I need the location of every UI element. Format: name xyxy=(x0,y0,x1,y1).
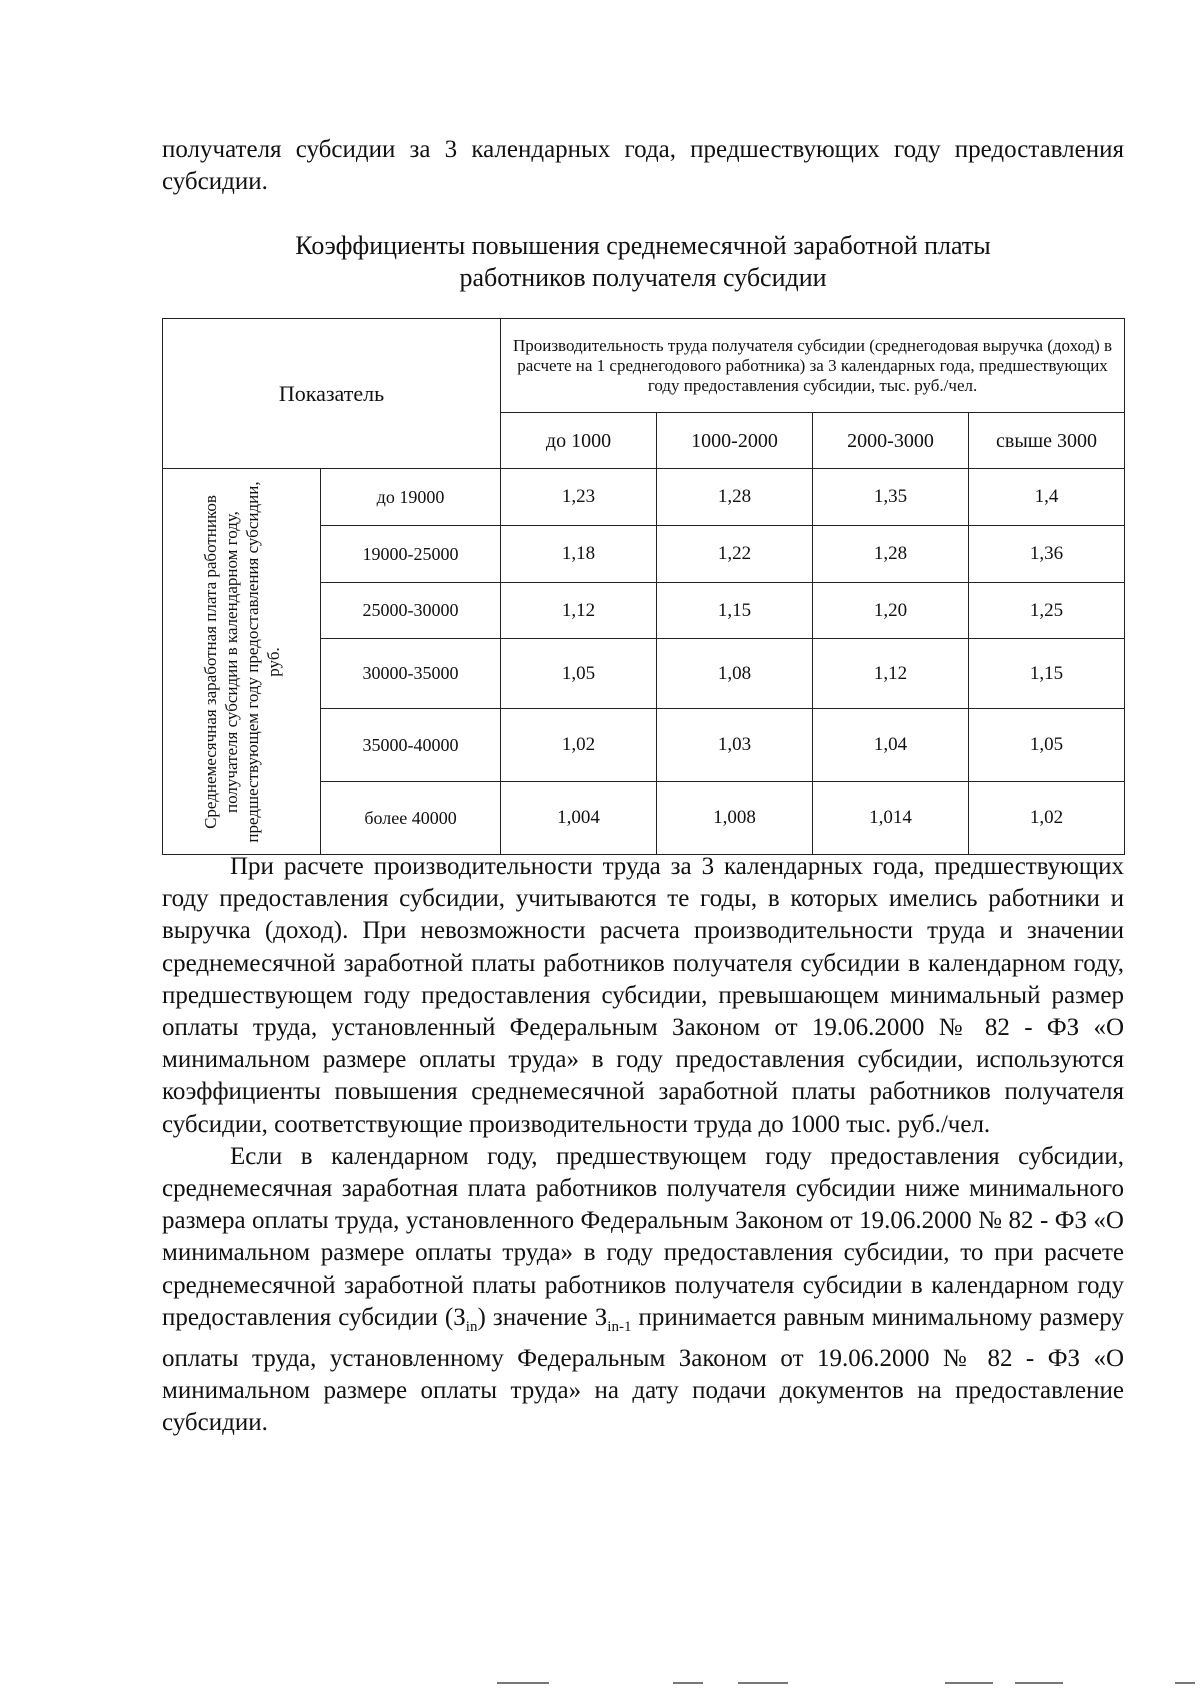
column-header-1: до 1000 xyxy=(501,413,657,469)
table-heading-line-2: работников получателя субсидии xyxy=(459,263,827,292)
value-cell: 1,05 xyxy=(969,709,1125,782)
scan-edge-marks xyxy=(0,1682,1200,1686)
value-cell: 1,18 xyxy=(501,526,657,583)
value-cell: 1,20 xyxy=(813,583,969,639)
value-cell: 1,36 xyxy=(969,526,1125,583)
value-cell: 1,28 xyxy=(657,469,813,526)
paragraph-productivity: При расчете производительности труда за 3 календарных года, предшествующих году предоставления субсидии, учитываются те годы, в которых имелись работники и выручка (доход). При невозможности расчета производительности труда и значении среднемесячной заработной платы работников получателя субсидии в календарном году, предшествующем году предоставления субсидии, превышающем минимальный размер оплаты труда, установленный Федеральным Законом от 19.06.2000 № 82 - ФЗ «О минимальном размере оплаты труда» в году предоставления субсидии, используются коэффициенты повышения среднемесячной заработной платы работников получателя субсидии, соответствующие производительности труда до 1000 тыс. руб./чел. xyxy=(162,853,1124,1138)
row-range: до 19000 xyxy=(321,469,501,526)
value-cell: 1,15 xyxy=(657,583,813,639)
body-text xyxy=(162,851,1124,1440)
row-range: 19000-25000 xyxy=(321,526,501,583)
value-cell: 1,15 xyxy=(969,639,1125,709)
value-cell: 1,12 xyxy=(501,583,657,639)
table-row xyxy=(163,469,1125,526)
value-cell: 1,02 xyxy=(501,709,657,782)
row-range: 30000-35000 xyxy=(321,639,501,709)
row-group-label: Среднемесячная заработная плата работников получателя субсидии в календарном году, предшествующем году предоставления субсидии, руб. xyxy=(200,480,283,843)
value-cell: 1,22 xyxy=(657,526,813,583)
paragraph-2-part-2: ) значение З xyxy=(477,1303,608,1331)
value-cell: 1,35 xyxy=(813,469,969,526)
value-cell: 1,25 xyxy=(969,583,1125,639)
row-range: 25000-30000 xyxy=(321,583,501,639)
value-cell: 1,28 xyxy=(813,526,969,583)
value-cell: 1,02 xyxy=(969,782,1125,855)
value-cell: 1,4 xyxy=(969,469,1125,526)
value-cell: 1,03 xyxy=(657,709,813,782)
column-header-2: 1000-2000 xyxy=(657,413,813,469)
row-range: 35000-40000 xyxy=(321,709,501,782)
value-cell: 1,08 xyxy=(657,639,813,709)
value-cell: 1,12 xyxy=(813,639,969,709)
row-group-label-cell xyxy=(163,469,321,855)
value-cell: 1,23 xyxy=(501,469,657,526)
column-header-3: 2000-3000 xyxy=(813,413,969,469)
table-heading-line-1: Коэффициенты повышения среднемесячной заработной платы xyxy=(295,231,991,260)
value-cell: 1,004 xyxy=(501,782,657,855)
paragraph-minimum-wage xyxy=(162,1141,1124,1440)
value-cell: 1,014 xyxy=(813,782,969,855)
column-header-4: свыше 3000 xyxy=(969,413,1125,469)
table-heading xyxy=(162,230,1124,294)
indicator-header: Показатель xyxy=(163,319,501,469)
row-range: более 40000 xyxy=(321,782,501,855)
subscript-in-1: in-1 xyxy=(607,1318,632,1335)
value-cell: 1,008 xyxy=(657,782,813,855)
coefficients-table xyxy=(162,318,1125,855)
productivity-header: Производительность труда получателя субсидии (среднегодовая выручка (доход) в расчете на 1 среднегодового работника) за 3 календарных года, предшествующих году предоставления субсидии, тыс. руб./чел. xyxy=(501,319,1125,413)
value-cell: 1,04 xyxy=(813,709,969,782)
paragraph-2-part-1: Если в календарном году, предшествующем году предоставления субсидии, среднемесячная заработная плата работников получателя субсидии ниже минимального размера оплаты труда, установленного Федеральным Законом от 19.06.2000 № 82 - ФЗ «О минимальном размере оплаты труда» в году предоставления субсидии, то при расчете среднемесячной заработной платы работников получателя субсидии в календарном году предоставления субсидии (З xyxy=(162,1142,1124,1331)
intro-text: получателя субсидии за 3 календарных года, предшествующих году предоставления субсидии. xyxy=(162,136,1124,195)
subscript-in: in xyxy=(465,1318,478,1335)
paragraph-2-part-3: принимается равным минимальному размеру оплаты труда, установленному Федеральным Законом от 19.06.2000 № 82 - ФЗ «О минимальном размере оплаты труда» на дату подачи документов на предоставление субсидии. xyxy=(162,1303,1124,1437)
value-cell: 1,05 xyxy=(501,639,657,709)
